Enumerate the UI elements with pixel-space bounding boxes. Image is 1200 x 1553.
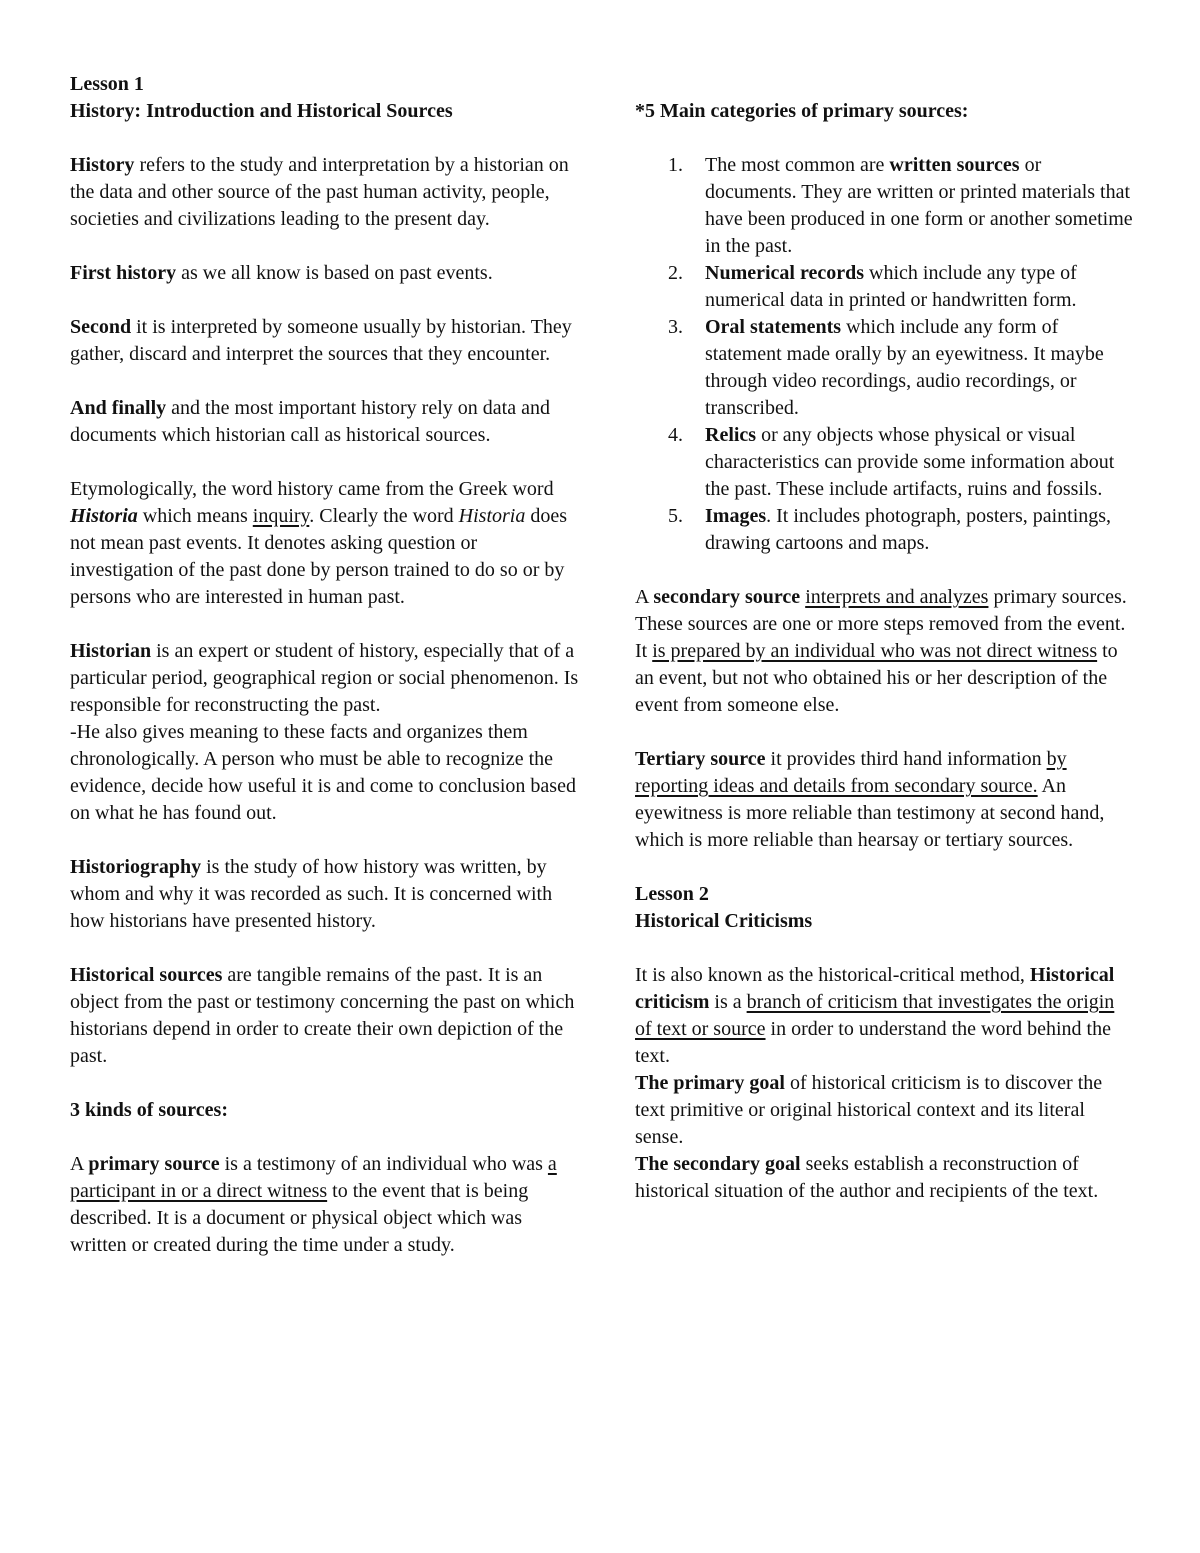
historical-sources-definition: Historical sources are tangible remains of the past. It is an object from the past or testimony concerning the past on which historians depend in order to create their own depiction of the past. bbox=[70, 964, 575, 1067]
lesson2-label: Lesson 2 bbox=[635, 883, 709, 905]
secondary-source-definition: A secondary source interprets and analyzes primary sources. These sources are one or more steps removed from the event. It is prepared by an individual who was not direct witness to an event, but not who obtained his or her description of the event from someone else. bbox=[635, 586, 1127, 716]
left-column bbox=[70, 71, 580, 1259]
list-item: 1. The most common are written sources or documents. They are written or printed materials that have been produced in one form or another sometime in the past. bbox=[668, 154, 1133, 257]
secondary-goal-paragraph: The secondary goal seeks establish a reconstruction of historical situation of the author and recipients of the text. bbox=[635, 1153, 1099, 1202]
right-column bbox=[635, 71, 1135, 1205]
historian-definition: Historian is an expert or student of history, especially that of a particular period, geographical region or social phenomenon. Is responsible for reconstructing the past. bbox=[70, 640, 579, 716]
categories-list bbox=[635, 152, 1135, 557]
first-history-paragraph: First history as we all know is based on past events. bbox=[70, 262, 493, 284]
finally-paragraph: And finally and the most important history rely on data and documents which historian call as historical sources. bbox=[70, 397, 550, 446]
primary-goal-paragraph: The primary goal of historical criticism is to discover the text primitive or original historical context and its literal sense. bbox=[635, 1072, 1103, 1148]
lesson1-title: History: Introduction and Historical Sources bbox=[70, 100, 453, 122]
historical-criticism-definition: It is also known as the historical-critical method, Historical criticism is a branch of criticism that investigates the origin of text or source in order to understand the word behind the text. bbox=[635, 964, 1115, 1067]
lesson1-label: Lesson 1 bbox=[70, 73, 144, 95]
lesson2-title: Historical Criticisms bbox=[635, 910, 813, 932]
kinds-heading: 3 kinds of sources: bbox=[70, 1099, 228, 1121]
historiography-definition: Historiography is the study of how history was written, by whom and why it was recorded as such. It is concerned with how historians have presented history. bbox=[70, 856, 553, 932]
history-definition: History refers to the study and interpretation by a historian on the data and other source of the past human activity, people, societies and civilizations leading to the present day. bbox=[70, 154, 569, 230]
tertiary-source-definition: Tertiary source it provides third hand information by reporting ideas and details from secondary source. An eyewitness is more reliable than testimony at second hand, which is more reliable than hearsay or tertiary sources. bbox=[635, 748, 1105, 851]
list-item: 2. Numerical records which include any type of numerical data in printed or handwritten form. bbox=[668, 262, 1077, 311]
categories-heading: *5 Main categories of primary sources: bbox=[635, 100, 969, 122]
etymology-paragraph: Etymologically, the word history came from the Greek word Historia which means inquiry. Clearly the word Historia does not mean past events. It denotes asking question or investigation of the past done by person trained to do so or by persons who are interested in human past. bbox=[70, 478, 568, 608]
second-paragraph: Second it is interpreted by someone usually by historian. They gather, discard and interpret the sources that they encounter. bbox=[70, 316, 572, 365]
primary-source-definition: A primary source is a testimony of an individual who was a participant in or a direct witness to the event that is being described. It is a document or physical object which was written or created during the time under a study. bbox=[70, 1153, 557, 1256]
list-item: 5. Images. It includes photograph, posters, paintings, drawing cartoons and maps. bbox=[668, 505, 1112, 554]
list-item: 3. Oral statements which include any form of statement made orally by an eyewitness. It maybe through video recordings, audio recordings, or transcribed. bbox=[668, 316, 1104, 419]
historian-extra: -He also gives meaning to these facts and organizes them chronologically. A person who must be able to recognize the evidence, decide how useful it is and come to conclusion based on what he has found out. bbox=[70, 721, 576, 824]
list-item: 4. Relics or any objects whose physical or visual characteristics can provide some information about the past. These include artifacts, ruins and fossils. bbox=[668, 424, 1115, 500]
